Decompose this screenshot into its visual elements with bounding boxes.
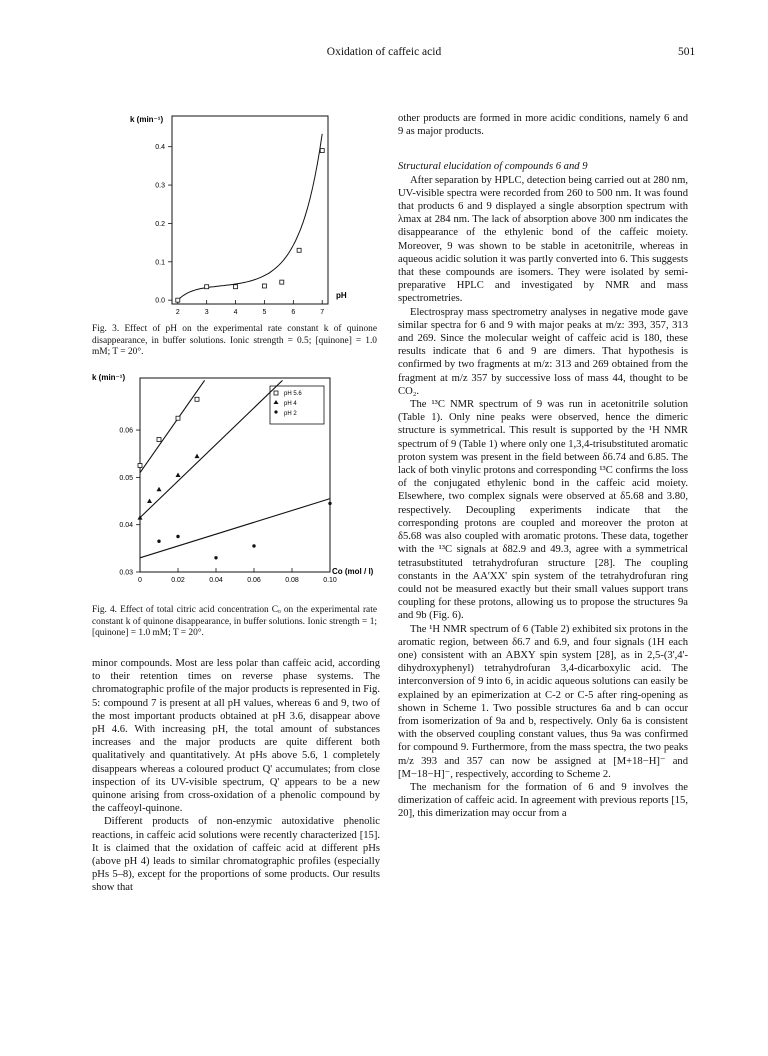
right-intro-paragraph: other products are formed in more acidic conditions, namely 6 and 9 as major products.: [398, 113, 688, 138]
fig3-data-point: [234, 285, 238, 289]
fig4-x-tick-label: 0.02: [171, 577, 185, 584]
fig3-data-point: [205, 285, 209, 289]
fig3-data-point: [262, 284, 266, 288]
figure-3-caption: Fig. 3. Effect of pH on the experimental rate constant k of quinone disappearance, in buffer solutions. Ionic strength = 0.5; [quinone] = 1.0 mM; T = 20°.: [92, 324, 377, 357]
fig3-x-tick-label: 5: [262, 309, 267, 316]
fig3-y-tick-label: 0.3: [155, 182, 165, 190]
right-paragraph-2: Electrospray mass spectrometry analyses in negative mode gave similar spectra for 6 and 9 with major peaks at m/z: 393, 357, 313 and 269. Since the molecular weight of caffeic acid is 180, these results indicate that 6 and 9 are dimers. That hypothesis is confirmed by two fragments at m/z: 313 and 269 obtained from the fragment at m/z 357 by successive loss of mass 44, thought to be CO₂.: [398, 306, 688, 397]
fig4-square-point: [195, 397, 199, 401]
fig4-y-tick-label: 0.05: [119, 474, 133, 482]
fig4-fit-line: [140, 380, 283, 517]
fig3-y-tick-label: 0.4: [155, 144, 165, 152]
fig3-plot-frame: [172, 116, 328, 304]
fig3-y-tick-label: 0.2: [155, 220, 165, 228]
right-paragraph-1: After separation by HPLC, detection being carried out at 280 nm, UV-visible spectra were recorded from 260 to 500 nm. It was found that products 6 and 9 displayed a single absorption spectrum with λmax at 284 nm. The lack of absorption above 300 nm indicates the disappearance of the ethylenic bond of the caffeic moiety. Moreover, 9 was shown to be stable in acetonitrile, whereas in aqueous acidic solution it was partly converted into 6. This suggests that these compounds are isomers. They were isolated by semi-preparative HPLC and investigated by NMR and mass spectrometries.: [398, 174, 688, 305]
section-heading: Structural elucidation of compounds 6 and 9: [398, 161, 588, 173]
fig4-triangle-point: [176, 473, 181, 478]
fig3-y-tick-label: 0.0: [155, 297, 165, 305]
figure-4-chart: [92, 370, 382, 600]
fig3-x-tick-label: 7: [320, 309, 325, 316]
fig4-x-tick-label: 0.10: [323, 577, 337, 584]
fig4-dot-point: [157, 540, 160, 543]
fig3-x-tick-label: 6: [291, 309, 296, 316]
left-column-text: [92, 657, 380, 895]
figure-3-chart: [92, 108, 382, 320]
legend-dot-marker: [274, 410, 277, 413]
right-paragraph-3: The ¹³C NMR spectrum of 9 was run in acetonitrile solution (Table 1). Only nine peaks were observed, hence the dimeric structure is symmetrical. This result is supported by the ¹H NMR spectrum of 9 (Table 1) where only one 1,3,4-trisubstituted aromatic proton system was present in the field between δ6.74 and 6.85. The lack of both vinylic protons and corresponding ¹³C confirms the loss of the conjugated ethylenic bond in the caffeic acid moiety. Elsewhere, two complex signals were observed at δ5.68 and 3.80, respectively. Decoupling experiments indicate that the corresponding protons are coupled and moreover the proton at δ5.68 was also coupled with aromatic protons. These data, together with the ¹³C signals at δ82.9 and 49.3, agree with a symmetrical tetrasubstituted tetrahydrofuran structure [28]. The coupling constants in the AA'XX' spin system of the tetrahydrofuran ring could not be measured exactly but their small values support trans coupling for these protons, allowing us to propose the structures 9a and 9b (Fig. 6).: [398, 399, 688, 622]
left-paragraph-1: minor compounds. Most are less polar than caffeic acid, according to their retention times on reverse phase systems. The chromatographic profile of the major products is represented in Fig. 5: compound 7 is present at all pH values, whereas 6 and 9, two of the most important products obtained at pH 3.6, disappear above pH 4.6. With increasing pH, the total amount of substances increases and the major products are quite different both qualitatively and quantitatively. At pHs above 5.6, 1 completely disappears whereas a coloured product Q' accumulates; from close inspection of its UV-visible spectrum, Q' appears to be a new quinone arising from cross-oxidation of a phenolic compound by the caffeoyl-quinone.: [92, 658, 380, 815]
fig4-y-tick-label: 0.03: [119, 569, 133, 577]
fig4-y-tick-label: 0.04: [119, 522, 133, 530]
left-paragraph-2: Different products of non-enzymic autoxidative phenolic reactions, in caffeic acid solutions were recently characterized [15]. It is claimed that the oxidation of caffeic acid at different pHs (above pH 4) leads to similar chromatographic profiles (especially pHs 5–8), except for the proportions of some products. Our results show that: [92, 816, 380, 894]
fig3-data-point: [176, 298, 180, 302]
fig4-legend: [270, 386, 324, 424]
fig3-x-tick-label: 3: [204, 309, 209, 316]
fig4-x-tick-label: 0.08: [285, 577, 299, 584]
fig4-y-axis-label: k (min⁻¹): [92, 373, 126, 382]
fig3-x-tick-label: 4: [233, 309, 238, 316]
page-number: 501: [678, 46, 696, 58]
running-title: Oxidation of caffeic acid: [326, 46, 442, 58]
fig4-dot-point: [328, 502, 331, 505]
fig3-x-tick-label: 2: [175, 309, 180, 316]
fig4-dot-point: [252, 544, 255, 547]
right-column-text: [398, 112, 688, 821]
fig3-x-axis-label: pH: [336, 291, 347, 300]
right-paragraph-4: The ¹H NMR spectrum of 6 (Table 2) exhibited six protons in the aromatic region, between δ6.7 and 6.9, and four signals (1H each one) consistent with an ABXY spin system [28], as in 2,5-(3',4'-dihydroxyphenyl) tetrahydrofuran 3,4-dicarboxylic acid. The interconversion of 9 into 6, in acidic aqueous solutions can easily be explained by an epimerization at C-2 or C-5 after ring-opening as shown in Scheme 1. Two possible structures 6a and b can occur from isomerization of 9a and b, respectively. Only 6a is consistent with the observed coupling constant values, thus 9a was confirmed for compound 9. Furthermore, from the mass spectra, the two peaks m/z 393 and 357 can now be assigned at [M+18−H]⁻ and [M−18−H]⁻, respectively, according to Scheme 2.: [398, 623, 688, 780]
fig4-x-tick-label: 0.04: [209, 577, 223, 584]
fig4-fit-line: [140, 499, 330, 558]
fig4-y-tick-label: 0.06: [119, 427, 133, 435]
fig4-dot-point: [176, 535, 179, 538]
fig4-dot-point: [214, 556, 217, 559]
fig3-y-axis-label: k (min⁻¹): [130, 115, 164, 124]
legend-entry-ph2: pH 2: [284, 411, 297, 417]
fig4-fit-line: [140, 380, 205, 472]
fig3-data-point: [320, 149, 324, 153]
fig3-data-point: [280, 280, 284, 284]
fig4-x-axis-label: Co (mol / l): [332, 567, 374, 576]
fig4-x-tick-label: 0: [138, 577, 142, 584]
fig4-triangle-point: [157, 487, 162, 492]
fig4-square-point: [138, 464, 142, 468]
fig3-data-point: [297, 248, 301, 252]
fig4-square-point: [176, 416, 180, 420]
legend-entry-ph4: pH 4: [284, 401, 297, 407]
right-paragraph-5: The mechanism for the formation of 6 and 9 involves the dimerization of caffeic acid. In agreement with previous reports [15, 20], this dimerization may occur from a: [398, 781, 688, 820]
fig4-triangle-point: [195, 454, 200, 459]
fig4-triangle-point: [147, 499, 152, 504]
legend-entry-ph56: pH 5.6: [284, 391, 302, 397]
fig4-square-point: [157, 438, 161, 442]
fig4-x-tick-label: 0.06: [247, 577, 261, 584]
fig3-y-tick-label: 0.1: [155, 259, 165, 267]
fig3-fit-curve: [178, 134, 322, 300]
figure-4-caption: Fig. 4. Effect of total citric acid concentration Cₒ on the experimental rate constant k of quinone disappearance, in buffer solutions. Ionic strength = 1; [quinone] = 1.0 mM; T = 20°.: [92, 605, 377, 638]
